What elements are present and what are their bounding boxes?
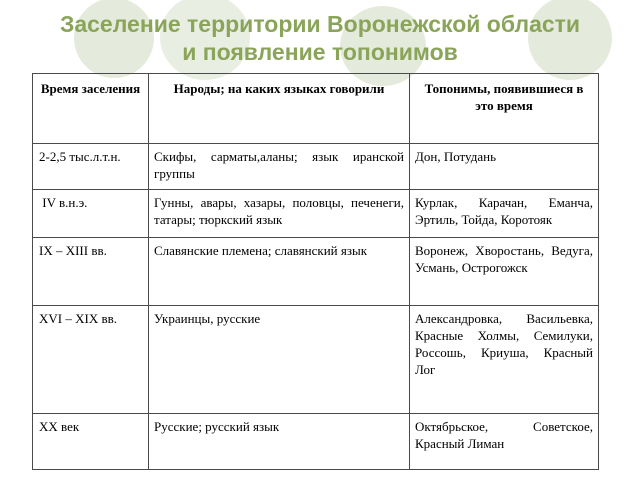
page-title-line-2: и появление топонимов [182,39,458,65]
table-row [33,306,599,414]
cell-period: XVI – XIX вв. [33,306,149,414]
table-row [33,190,599,238]
cell-toponyms: Воронеж, Хворостань, Ведуга, Усмань, Острогожск [410,238,599,306]
cell-peoples: Гунны, авары, хазары, половцы, печенеги, татары; тюркский язык [149,190,410,238]
header-peoples-languages: Народы; на каких языках говорили [149,74,410,144]
table-header-row [33,74,599,144]
cell-peoples: Скифы, сарматы,аланы; язык иранской группы [149,144,410,190]
cell-toponyms: Курлак, Карачан, Еманча, Эртиль, Тойда, Коротояк [410,190,599,238]
cell-period: XX век [33,414,149,470]
table-row [33,144,599,190]
cell-toponyms: Октябрьское, Советское, Красный Лиман [410,414,599,470]
cell-period: IX – XIII вв. [33,238,149,306]
header-toponyms: Топонимы, появившиеся в это время [410,74,599,144]
table-row [33,414,599,470]
table-row [33,238,599,306]
cell-peoples: Украинцы, русские [149,306,410,414]
cell-period: IV в.н.э. [33,190,149,238]
header-settlement-time: Время заселения [33,74,149,144]
cell-period: 2-2,5 тыс.л.т.н. [33,144,149,190]
page-title-line-1: Заселение территории Воронежской области [59,11,581,37]
settlement-table [32,73,599,470]
cell-toponyms: Александровка, Васильевка, Красные Холмы, Семилуки, Россошь, Криуша, Красный Лог [410,306,599,414]
page-title [0,10,640,66]
cell-peoples: Славянские племена; славянский язык [149,238,410,306]
cell-toponyms: Дон, Потудань [410,144,599,190]
cell-peoples: Русские; русский язык [149,414,410,470]
